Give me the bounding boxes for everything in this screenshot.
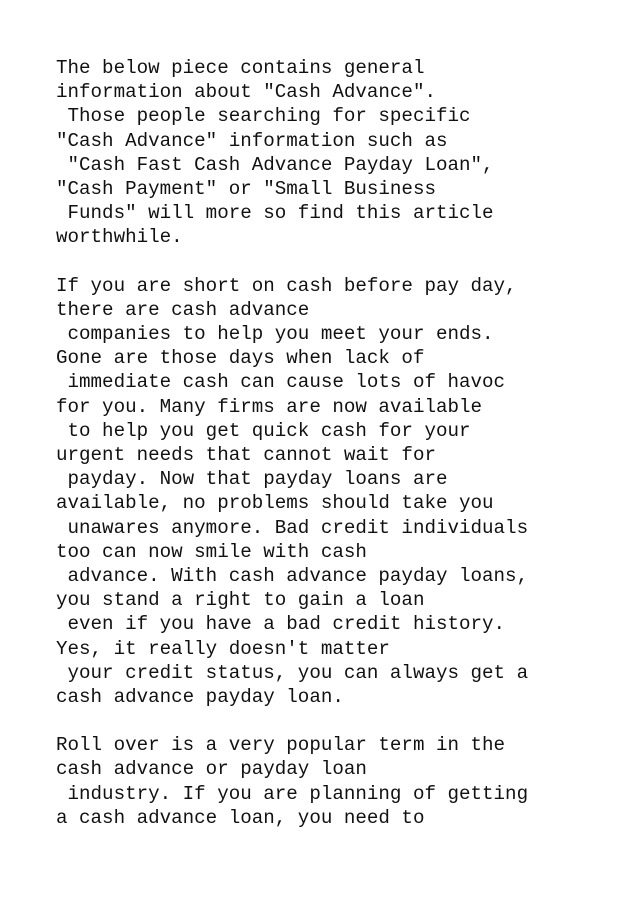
text-line: Yes, it really doesn't matter [56, 637, 390, 660]
text-line: industry. If you are planning of getting [56, 782, 529, 805]
paragraph-short-on-cash [56, 274, 616, 709]
text-line: payday. Now that payday loans are [56, 468, 448, 491]
text-line: urgent needs that cannot wait for [56, 444, 436, 466]
text-line: too can now smile with cash [56, 540, 367, 563]
text-line: available, no problems should take you [56, 492, 494, 515]
text-line: "Cash Advance" information such as [56, 129, 448, 152]
text-line: The below piece contains general [56, 57, 425, 79]
paragraph-intro [56, 56, 616, 250]
text-line: information about "Cash Advance". [56, 81, 436, 104]
text-line: companies to help you meet your ends. [56, 323, 494, 346]
paragraph-roll-over [56, 733, 616, 830]
text-line: Those people searching for specific [56, 105, 471, 128]
text-line: "Cash Fast Cash Advance Payday Loan", [56, 153, 494, 176]
text-line: If you are short on cash before pay day, [56, 274, 517, 297]
text-line: your credit status, you can always get a [56, 661, 529, 684]
text-line: to help you get quick cash for your [56, 419, 471, 442]
text-line: cash advance payday loan. [56, 685, 344, 708]
text-line: there are cash advance [56, 298, 310, 321]
text-line: Gone are those days when lack of [56, 347, 425, 370]
text-line: worthwhile. [56, 226, 183, 249]
text-line: Funds" will more so find this article [56, 202, 494, 225]
text-line: "Cash Payment" or "Small Business [56, 177, 436, 200]
text-line: cash advance or payday loan [56, 758, 367, 781]
text-line: immediate cash can cause lots of havoc [56, 371, 506, 394]
text-line: even if you have a bad credit history. [56, 613, 506, 636]
article-body [56, 56, 616, 854]
text-line: for you. Many firms are now available [56, 395, 483, 418]
text-line: unawares anymore. Bad credit individuals [56, 516, 529, 539]
text-line: Roll over is a very popular term in the [56, 734, 506, 757]
text-line: you stand a right to gain a loan [56, 589, 425, 612]
text-line: a cash advance loan, you need to [56, 806, 425, 829]
text-line: advance. With cash advance payday loans, [56, 564, 529, 587]
